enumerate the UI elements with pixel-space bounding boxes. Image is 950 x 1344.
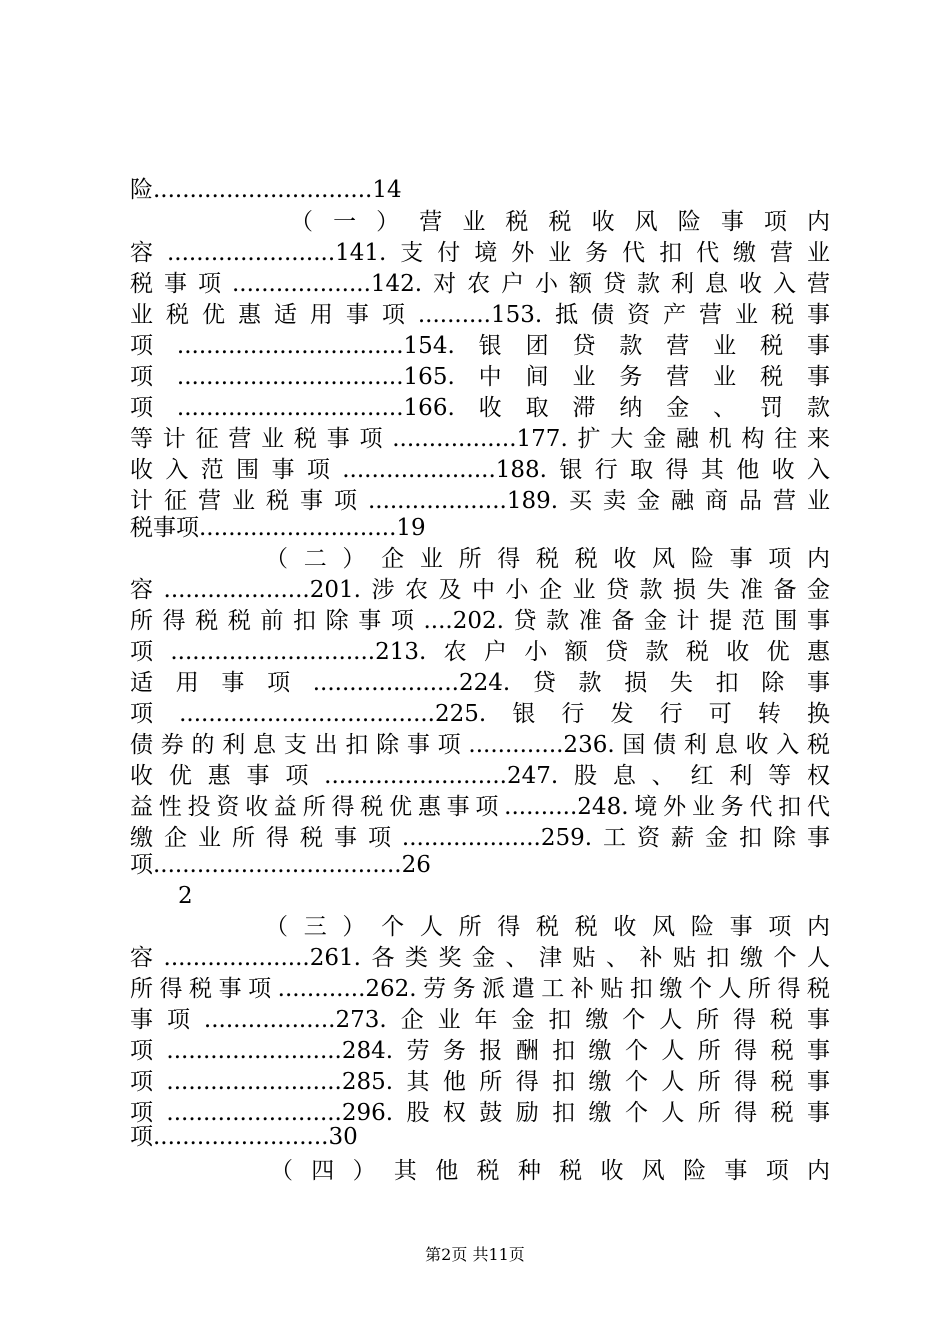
toc-line: 税事项...........................19 — [130, 515, 426, 541]
toc-section-heading: （三）个人所得税税收风险事项内 — [265, 914, 830, 940]
toc-line: 容.......................141.支付境外业务代扣代缴营业 — [130, 240, 830, 266]
toc-line: 项..................................26 — [130, 852, 431, 878]
toc-line: 项............................213.农户小额贷款税收优惠 — [130, 639, 830, 665]
toc-line: 计征营业税事项...................189.买卖金融商品营业 — [130, 488, 830, 514]
toc-line: 容....................201.涉农及中小企业贷款损失准备金 — [130, 577, 830, 603]
toc-line: 收入范围事项.....................188.银行取得其他收入 — [130, 457, 830, 483]
toc-section-heading: （四）其他税种税收风险事项内 — [270, 1158, 830, 1184]
toc-line: 容....................261.各类奖金、津贴、补贴扣缴个人 — [130, 945, 830, 971]
toc-line: 项...............................154.银团贷款营业税事 — [130, 333, 830, 359]
toc-line: 收优惠事项.........................247.股息、红利等权 — [130, 763, 830, 789]
toc-section-heading: （二）企业所得税税收风险事项内 — [265, 546, 830, 572]
toc-line: 所得税事项............262.劳务派遣工补贴扣缴个人所得税 — [130, 976, 830, 1002]
toc-line: 缴企业所得税事项...................259.工资薪金扣除事 — [130, 825, 830, 851]
inline-page-number: 2 — [178, 883, 193, 909]
toc-section-heading: （一）营业税税收风险事项内 — [290, 209, 830, 235]
toc-line: 项...................................225.银行发行可转换 — [130, 701, 830, 727]
toc-line: 等计征营业税事项.................177.扩大金融机构往来 — [130, 426, 830, 452]
toc-line: 益性投资收益所得税优惠事项..........248.境外业务代扣代 — [130, 794, 830, 820]
toc-line: 项...............................166.收取滞纳金、罚款 — [130, 395, 830, 421]
toc-line: 债券的利息支出扣除事项.............236.国债利息收入税 — [130, 732, 830, 758]
toc-line: 项........................296.股权鼓励扣缴个人所得税事 — [130, 1100, 830, 1126]
toc-line: 适用事项....................224.贷款损失扣除事 — [130, 670, 830, 696]
toc-line: 税事项...................142.对农户小额贷款利息收入营 — [130, 271, 830, 297]
toc-line: 项........................30 — [130, 1124, 358, 1150]
toc-line: 业税优惠适用事项..........153.抵债资产营业税事 — [130, 302, 830, 328]
toc-line: 项........................285.其他所得扣缴个人所得税事 — [130, 1069, 830, 1095]
toc-line: 所得税税前扣除事项....202.贷款准备金计提范围事 — [130, 608, 830, 634]
toc-line: 险..............................14 — [130, 177, 402, 203]
page-footer: 第2页 共11页 — [425, 1245, 525, 1264]
toc-line: 项........................284.劳务报酬扣缴个人所得税事 — [130, 1038, 830, 1064]
toc-line: 事项..................273.企业年金扣缴个人所得税事 — [130, 1007, 830, 1033]
toc-line: 项...............................165.中间业务营业税事 — [130, 364, 830, 390]
